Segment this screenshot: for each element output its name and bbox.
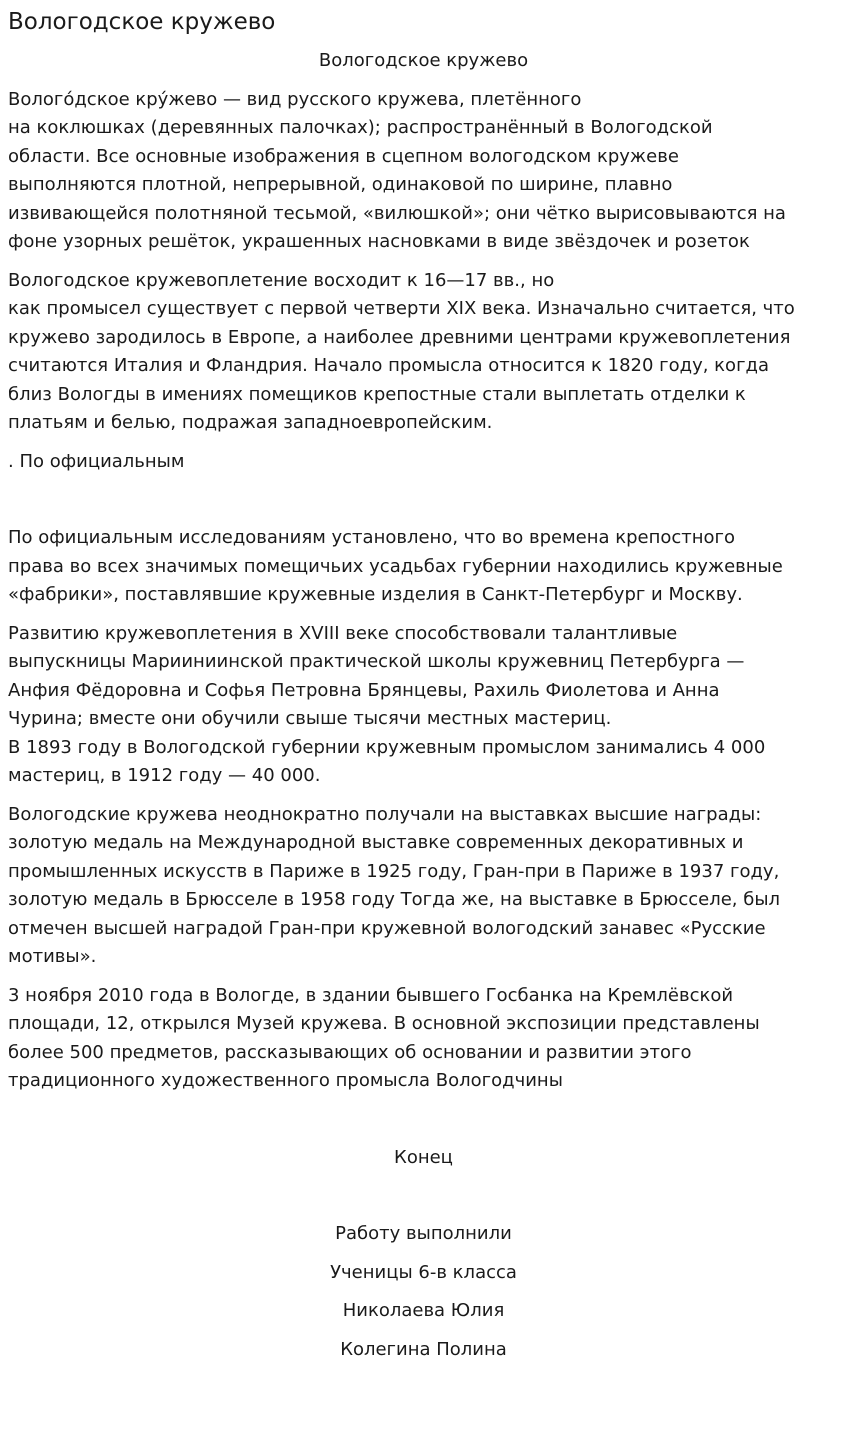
class-line: Ученицы 6-в класса xyxy=(330,1261,517,1283)
document-body xyxy=(8,86,839,1096)
paragraph-research xyxy=(8,524,839,610)
text-line: права во всех значимых помещичьих усадьбах губернии находились кружевные xyxy=(8,555,783,577)
paragraph-history xyxy=(8,267,839,438)
paragraph-museum xyxy=(8,982,839,1096)
text-line: В 1893 году в Вологодской губернии кружевным промыслом занимались 4 000 xyxy=(8,736,766,758)
author-name: Николаева Юлия xyxy=(342,1300,505,1321)
text-line: Развитию кружевоплетения в XVIII веке способствовали талантливые xyxy=(8,622,678,644)
text-line: на коклюшках (деревянных палочках); распространённый в Вологодской xyxy=(8,117,713,138)
text-line: близ Вологды в имениях помещиков крепостные стали выплетать отделки к xyxy=(8,383,746,405)
text-line: фоне узорных решёток, украшенных насновками в виде звёздочек и розеток xyxy=(8,231,750,252)
credits-heading: Работу выполнили xyxy=(335,1223,512,1244)
paragraph-intro xyxy=(8,86,839,257)
text-line: кружево зародилось в Европе, а наиболее древними центрами кружевоплетения xyxy=(8,326,791,348)
document-ending xyxy=(8,1144,839,1365)
text-line: Чурина; вместе они обучили свыше тысячи местных мастериц. xyxy=(8,708,612,729)
text-line: мотивы». xyxy=(8,946,97,967)
text-line: как промысел существует с первой четверти XIX века. Изначально считается, что xyxy=(8,298,795,319)
text-line: области. Все основные изображения в сцепном вологодском кружеве xyxy=(8,145,679,167)
text-line: извивающейся полотняной тесьмой, «вилюшкой»; они чётко вырисовываются на xyxy=(8,202,786,224)
text-line: платьям и белью, подражая западноевропейским. xyxy=(8,412,493,433)
paragraph-development xyxy=(8,620,839,791)
paragraph-awards xyxy=(8,801,839,972)
text-line: мастериц, в 1912 году — 40 000. xyxy=(8,765,321,786)
text-line: промышленных искусств в Париже в 1925 году, Гран-при в Париже в 1937 году, xyxy=(8,860,780,882)
text-line: выпускницы Марииниинской практической школы кружевниц Петербурга — xyxy=(8,651,745,672)
author-name: Колегина Полина xyxy=(340,1338,507,1360)
text-line: площади, 12, открылся Музей кружева. В основной экспозиции представлены xyxy=(8,1013,760,1034)
text-line: 3 ноября 2010 года в Вологде, в здании бывшего Госбанка на Кремлёвской xyxy=(8,984,734,1006)
text-line: выполняются плотной, непрерывной, одинаковой по ширине, плавно xyxy=(8,174,673,195)
text-line: традиционного художественного промысла Вологодчины xyxy=(8,1070,563,1091)
paragraph-fragment xyxy=(8,448,839,477)
text-line: Анфия Фёдоровна и Софья Петровна Брянцевы, Рахиль Фиолетова и Анна xyxy=(8,679,720,701)
text-line: золотую медаль на Международной выставке современных декоративных и xyxy=(8,832,744,853)
document-subtitle: Вологодское кружево xyxy=(318,50,529,71)
text-line: . По официальным xyxy=(8,450,185,472)
end-label: Конец xyxy=(394,1146,453,1168)
text-line: Вологодские кружева неоднократно получали на выставках высшие награды: xyxy=(8,803,762,825)
text-line: отмечен высшей наградой Гран-при кружевной вологодский занавес «Русские xyxy=(8,917,766,939)
text-line: золотую медаль в Брюсселе в 1958 году Тогда же, на выставке в Брюсселе, был xyxy=(8,889,781,910)
text-line: более 500 предметов, рассказывающих об основании и развитии этого xyxy=(8,1041,692,1063)
text-line: Вологодское кружевоплетение восходит к 16—17 вв., но xyxy=(8,269,555,291)
text-line: «фабрики», поставлявшие кружевные изделия в Санкт-Петербург и Москву. xyxy=(8,584,743,605)
document-title: Вологодское кружево xyxy=(8,9,276,35)
text-line: По официальным исследованиям установлено, что во времена крепостного xyxy=(8,527,736,548)
text-line: считаются Италия и Фландрия. Начало промысла относится к 1820 году, когда xyxy=(8,355,770,376)
text-line: Волого́дское кру́жево — вид русского кружева, плетённого xyxy=(8,88,582,110)
